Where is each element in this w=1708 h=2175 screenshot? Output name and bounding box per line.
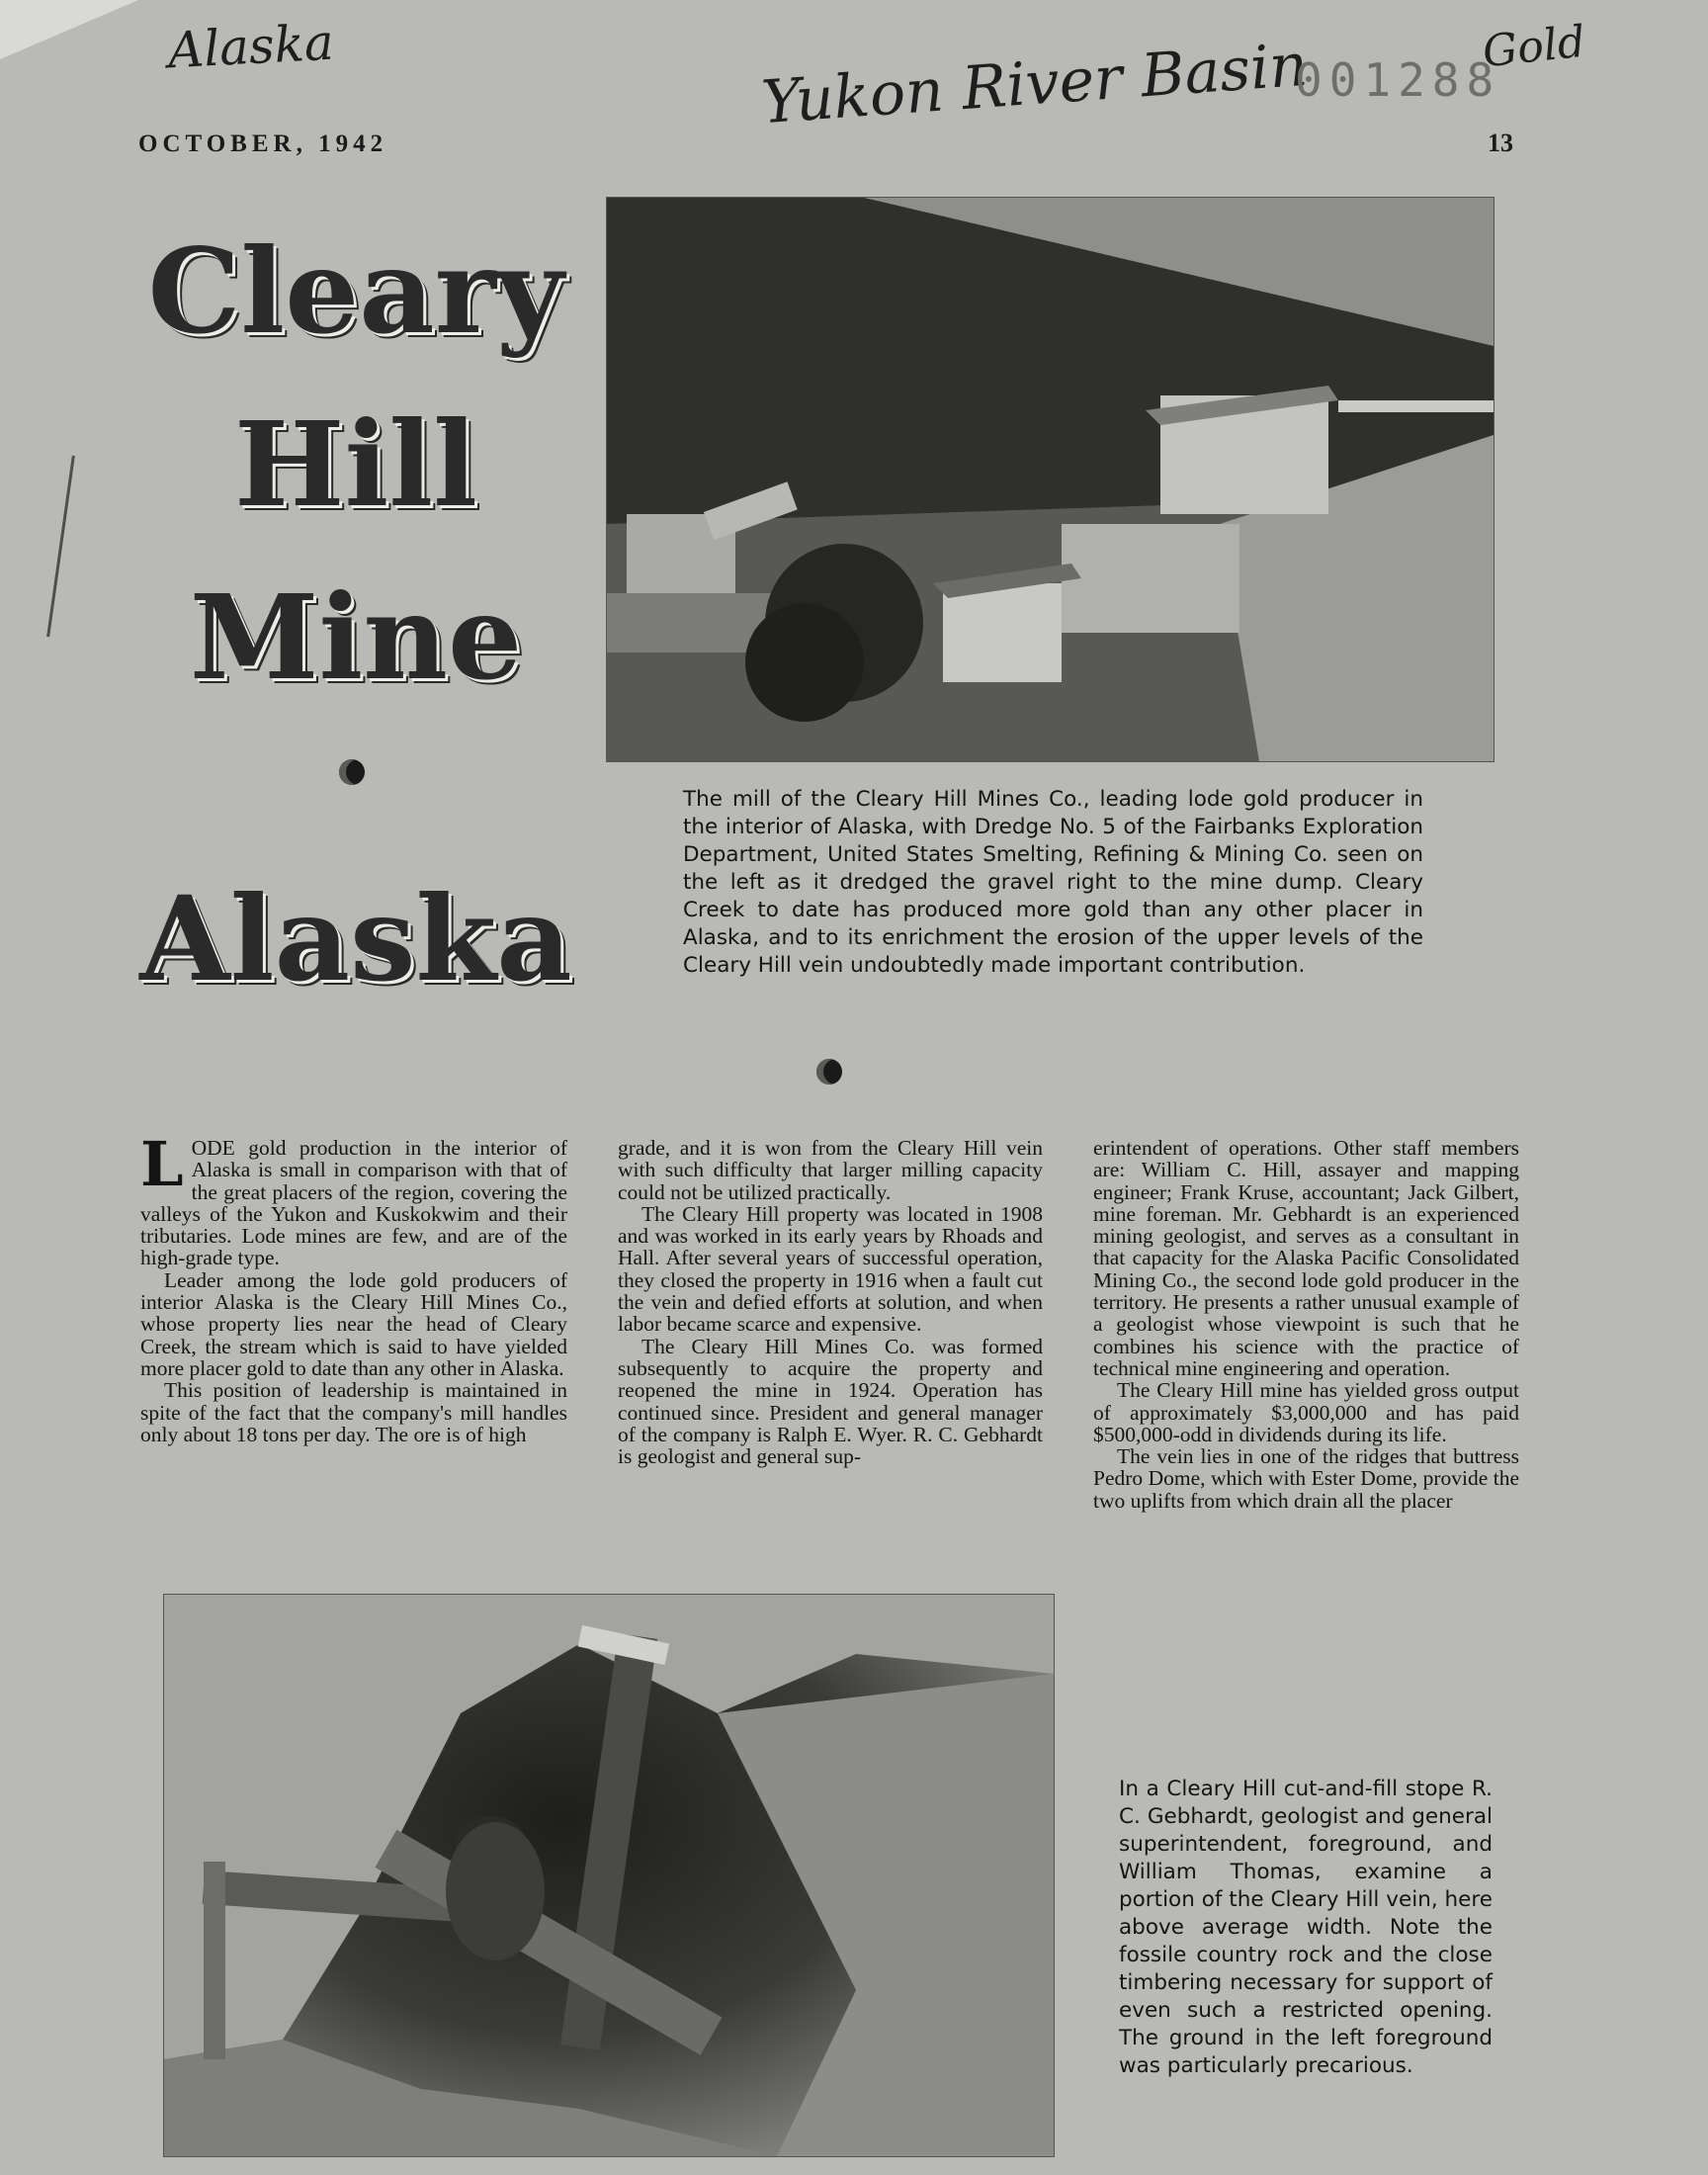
title-line-alaska: Alaska — [139, 870, 572, 1007]
article-paragraph: erintendent of operations. Other staff members are: William C. Hill, assayer and mapping engineer; Frank Kruse, accountant; Jack Gilbert, mine foreman. Mr. Gebhardt is an experienced mining geologist, and serves as a consultant in that capacity for the Alaska Pacific Consolidated Mining Co., the second lode gold producer in the territory. He presents a rather unusual example of a geologist whose viewpoint is such that he combines his science with the practice of technical mine engineering and operation. — [1093, 1136, 1519, 1380]
article-paragraph: This position of leadership is maintained in spite of the fact that the company's mill handles only about 18 tons per day. The ore is of high — [140, 1378, 567, 1446]
page-number: 13 — [1488, 129, 1513, 157]
paragraph-text: ODE gold production in the interior of Alaska is small in comparison with that of the great placers of the region, covering the valleys of the Yukon and Kuskokwim and their tributaries. Lode mines are few, and are of the high-grade type. — [140, 1136, 567, 1270]
page-corner-tear — [0, 0, 138, 59]
handwritten-gold: Gold — [1480, 16, 1588, 78]
caption-stope-photo: In a Cleary Hill cut-and-fill stope R. C. Gebhardt, geologist and general superintendent, foreground, and William Thomas, examine a portion of the Cleary Hill vein, here above average width. Note the fossile country rock and the close timbering necessary for support of even such a restricted opening. The ground in the left foreground was particularly precarious. — [1119, 1777, 1493, 2078]
ornament-dot — [339, 759, 365, 785]
caption-mill-photo: The mill of the Cleary Hill Mines Co., leading lode gold producer in the interior of Alaska, with Dredge No. 5 of the Fairbanks Exploration Department, United States Smelting, Refining & Mining Co. seen on the left as it dredged the gravel right to the mine dump. Cleary Creek to date has produced more gold than any other placer in Alaska, and to its enrichment the erosion of the upper levels of the Cleary Hill vein undoubtedly made important contribution. — [683, 787, 1423, 978]
article-paragraph: The Cleary Hill property was located in 1908 and was worked in its early years by Rhoads and Hall. After several years of successful operation, they closed the property in 1916 when a fault cut the vein and defied efforts at solution, and when labor became scarce and expensive. — [618, 1201, 1043, 1337]
mill-photo-illustration — [607, 198, 1494, 761]
stamp-number: 001288 — [1295, 53, 1501, 107]
drop-cap: L — [140, 1128, 184, 1200]
photo-mill-and-dredge — [606, 197, 1494, 762]
issue-date: OCTOBER, 1942 — [138, 130, 388, 157]
pencil-mark — [46, 456, 75, 638]
title-line-cleary: Cleary — [147, 222, 564, 360]
handwritten-alaska: Alaska — [166, 13, 336, 80]
title-line-mine: Mine — [189, 568, 523, 706]
article-paragraph — [140, 1128, 567, 1270]
stope-photo-illustration — [164, 1595, 1054, 2156]
title-line-hill: Hill — [234, 395, 477, 533]
photo-cut-and-fill-stope — [163, 1594, 1055, 2157]
article-paragraph: Leader among the lode gold producers of interior Alaska is the Cleary Hill Mines Co., whose property lies near the head of Cleary Creek, the stream which is said to have yielded more placer gold to date than any other in Alaska. — [140, 1267, 567, 1380]
article-paragraph: The Cleary Hill mine has yielded gross output of approximately $3,000,000 and has paid $500,000-odd in dividends during its life. — [1093, 1378, 1519, 1446]
ornament-dot — [816, 1059, 842, 1085]
article-paragraph: The Cleary Hill Mines Co. was formed subsequently to acquire the property and reopened the mine in 1924. Operation has continued since. President and general manager of the company is Ralph E. Wyer. R. C. Gebhardt is geologist and general sup- — [618, 1334, 1043, 1469]
article-column-3 — [1093, 1137, 1519, 1512]
handwritten-yukon-river-basin: Yukon River Basin — [759, 30, 1311, 138]
article-column-2 — [618, 1137, 1043, 1467]
article-paragraph: grade, and it is won from the Cleary Hill vein with such difficulty that larger milling capacity could not be utilized practically. — [618, 1136, 1043, 1204]
article-paragraph: The vein lies in one of the ridges that buttress Pedro Dome, which with Ester Dome, provide the two uplifts from which drain all the placer — [1093, 1444, 1519, 1513]
article-column-1 — [140, 1128, 567, 1446]
